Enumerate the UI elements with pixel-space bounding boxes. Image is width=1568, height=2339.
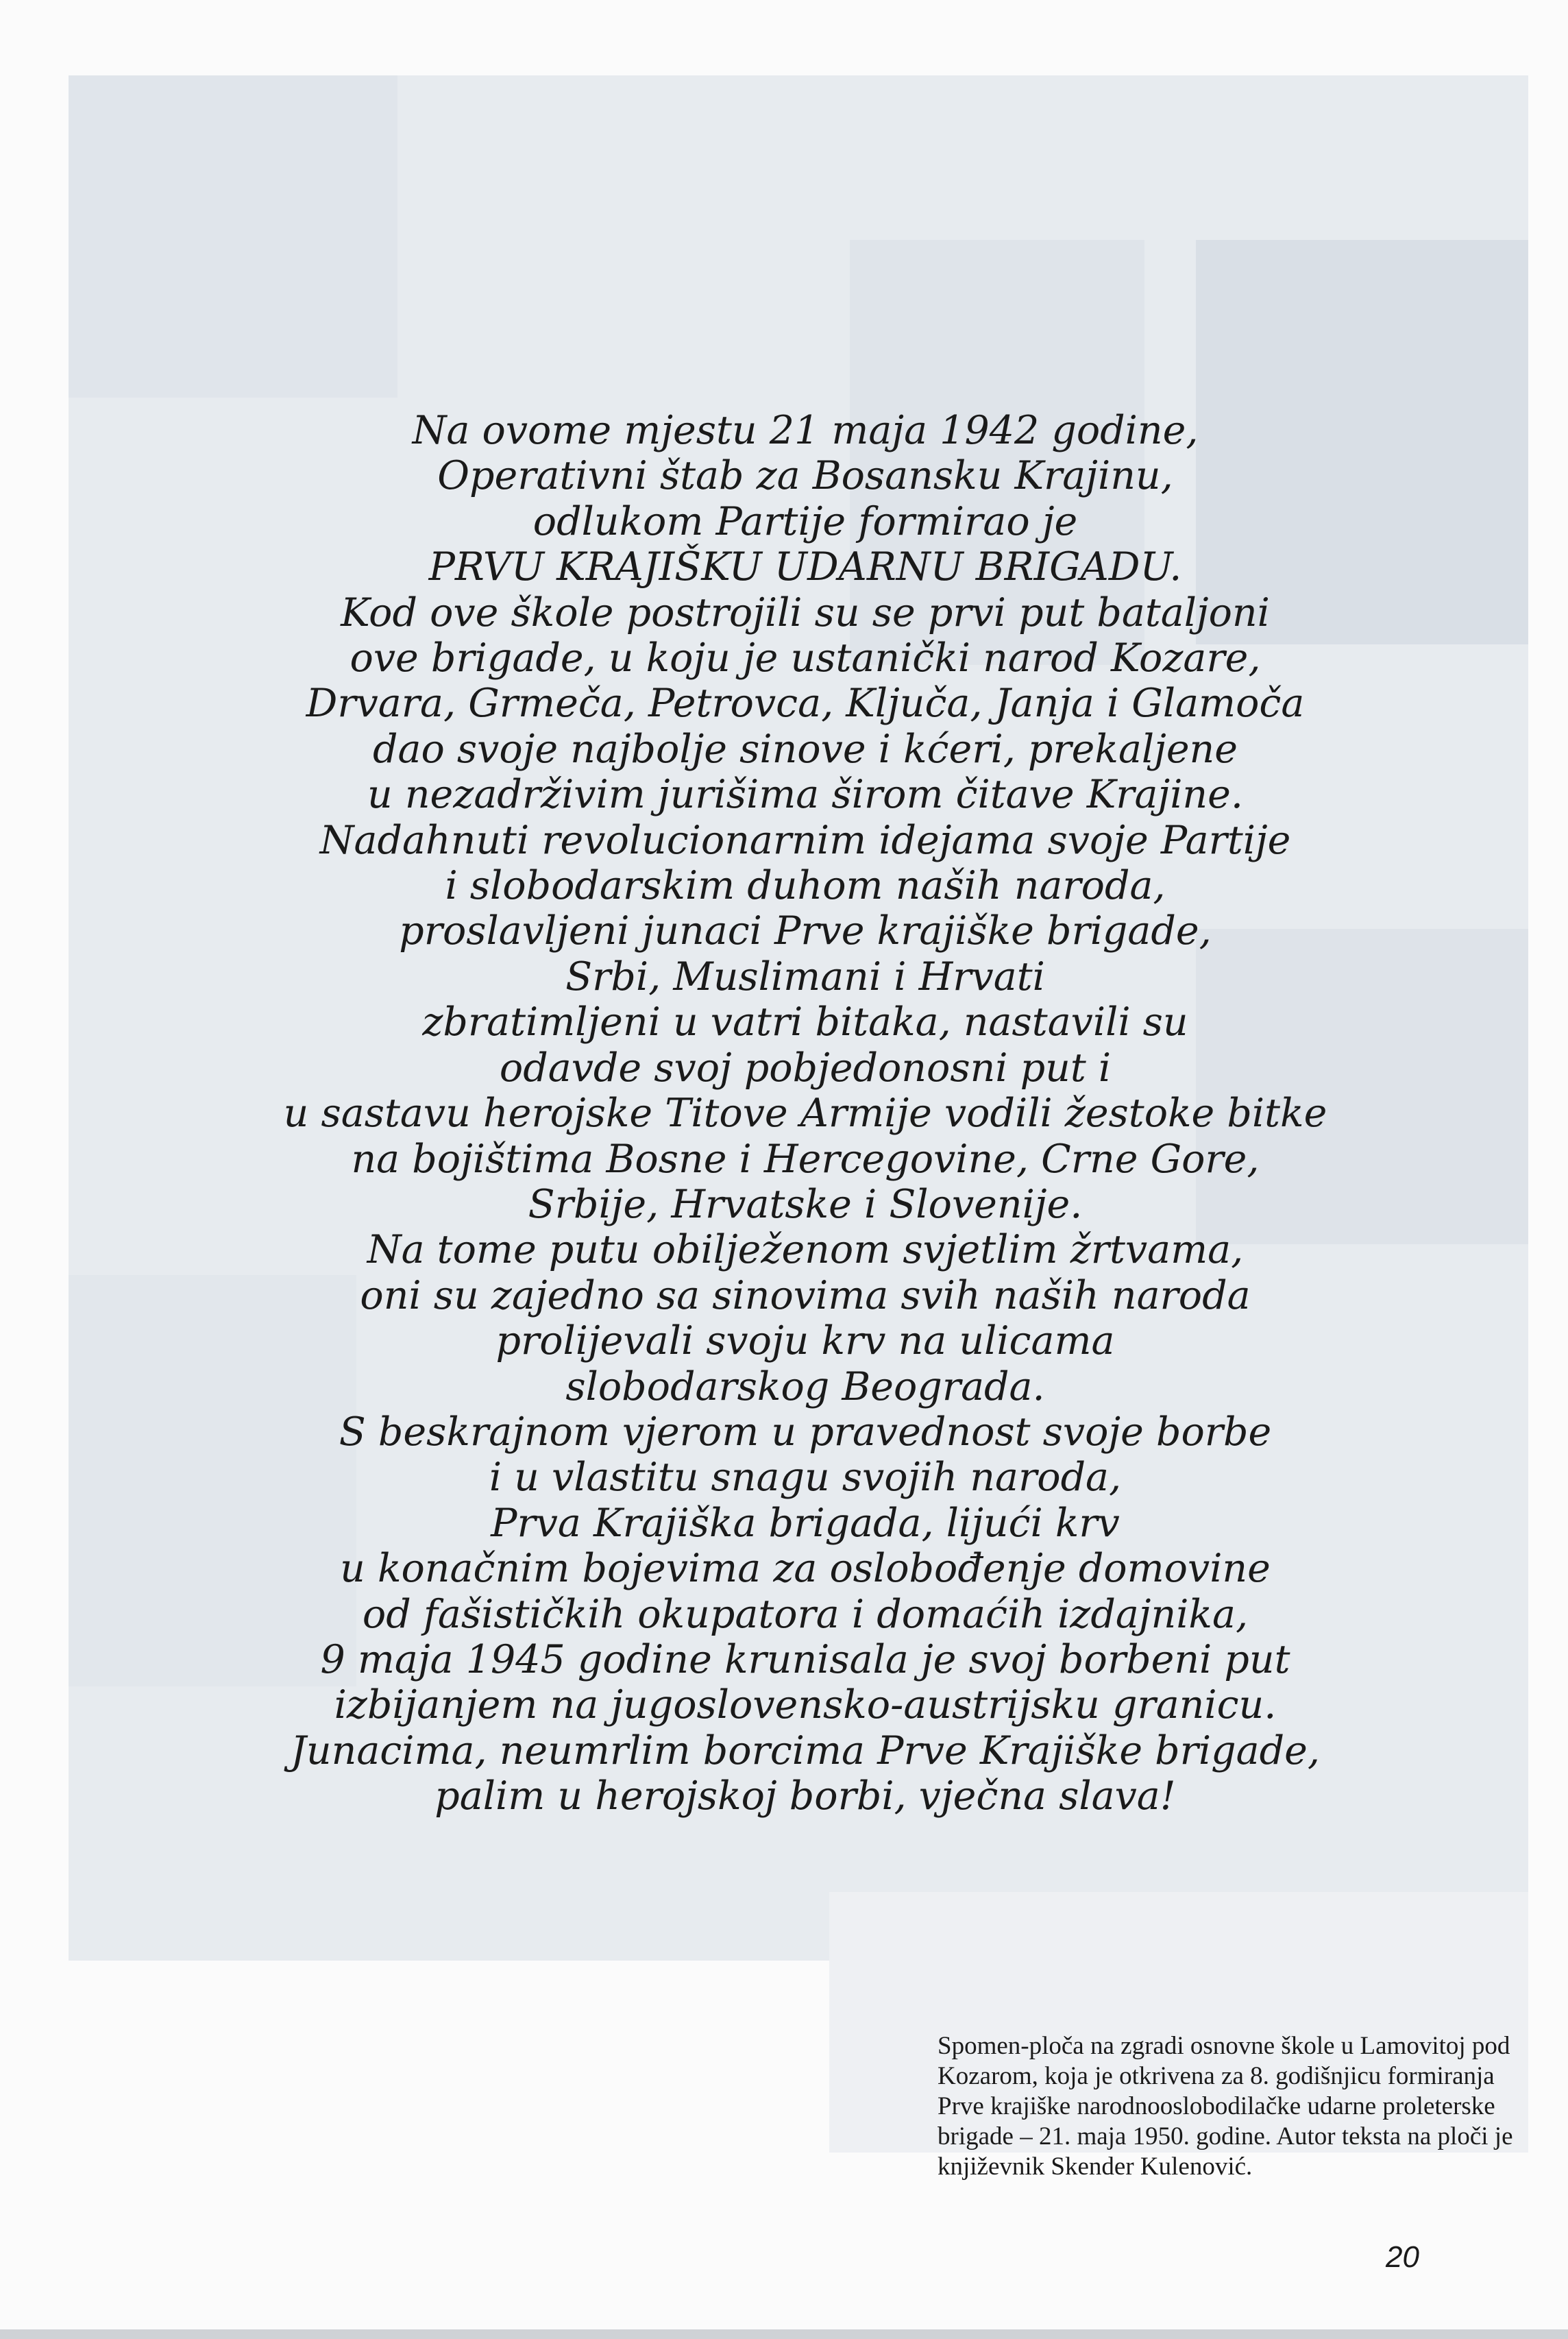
plaque-line: 9 maja 1945 godine krunisala je svoj borbeni put xyxy=(320,1636,1290,1682)
plaque-line: Na ovome mjestu 21 maja 1942 godine, xyxy=(412,408,1199,453)
plaque-line: Operativni štab za Bosansku Krajinu, xyxy=(437,453,1173,499)
plaque-line: palim u herojskoj borbi, vječna slava! xyxy=(434,1773,1176,1819)
plaque-line: oni su zajedno sa sinovima svih naših naroda xyxy=(360,1272,1251,1318)
plaque-line: Na tome putu obilježenom svjetlim žrtvama, xyxy=(367,1227,1244,1273)
plaque-line: proslavljeni junaci Prve krajiške brigade, xyxy=(399,908,1212,954)
plaque-line: Kod ove škole postrojili su se prvi put bataljoni xyxy=(341,590,1270,635)
page-number: 20 xyxy=(1386,2240,1419,2274)
plaque-line: prolijevali svoju krv na ulicama xyxy=(495,1318,1115,1364)
plaque-line: Srbije, Hrvatske i Slovenije. xyxy=(528,1181,1083,1227)
plaque-line: u sastavu herojske Titove Armije vodili žestoke bitke xyxy=(283,1091,1327,1137)
plaque-line: od fašističkih okupatora i domaćih izdajnika, xyxy=(362,1591,1249,1637)
plaque-line: na bojištima Bosne i Hercegovine, Crne Gore, xyxy=(351,1136,1260,1182)
faint-photo xyxy=(69,75,397,398)
plaque-line: odlukom Partije formirao je xyxy=(532,498,1078,544)
plaque-line: i u vlastitu snagu svojih naroda, xyxy=(489,1455,1122,1501)
plaque-line: Drvara, Grmeča, Petrovca, Ključa, Janja i Glamoča xyxy=(306,681,1305,727)
plaque-line: Srbi, Muslimani i Hrvati xyxy=(565,954,1045,999)
plaque-line: slobodarskog Beograda. xyxy=(565,1364,1045,1409)
plaque-line: u konačnim bojevima za oslobođenje domovine xyxy=(340,1546,1271,1592)
plaque-line: i slobodarskim duhom naših naroda, xyxy=(445,863,1166,909)
photo-caption: Spomen-ploča na zgradi osnovne škole u Lamovitoj pod Kozarom, koja je otkrivena za 8. godišnjicu formiranja Prve krajiške narodnooslobodilačke udarne proleterske brigade – 21. maja 1950. godine. Autor teksta na ploči je književnik Skender Kulenović. xyxy=(938,2032,1513,2181)
plaque-line: PRVU KRAJIŠKU UDARNU BRIGADU. xyxy=(428,544,1182,590)
plaque-line: Prva Krajiška brigada, lijući krv xyxy=(491,1500,1120,1546)
plaque-line: Junacima, neumrlim borcima Prve Krajiške brigade, xyxy=(291,1728,1320,1773)
plaque-line: odavde svoj pobjedonosni put i xyxy=(499,1045,1112,1091)
plaque-line: u nezadrživim jurišima širom čitave Krajine. xyxy=(367,772,1243,818)
plaque-line: zbratimljeni u vatri bitaka, nastavili su xyxy=(422,999,1188,1045)
plaque-inscription xyxy=(206,408,1405,1819)
plaque-line: Nadahnuti revolucionarnim idejama svoje Partije xyxy=(319,817,1291,863)
plaque-line: izbijanjem na jugoslovensko-austrijsku granicu. xyxy=(334,1682,1277,1728)
plaque-line: S beskrajnom vjerom u pravednost svoje borbe xyxy=(339,1409,1272,1455)
page-edge xyxy=(0,2329,1568,2339)
plaque-line: ove brigade, u koju je ustanički narod Kozare, xyxy=(350,635,1261,681)
plaque-line: dao svoje najbolje sinove i kćeri, prekaljene xyxy=(372,726,1238,772)
